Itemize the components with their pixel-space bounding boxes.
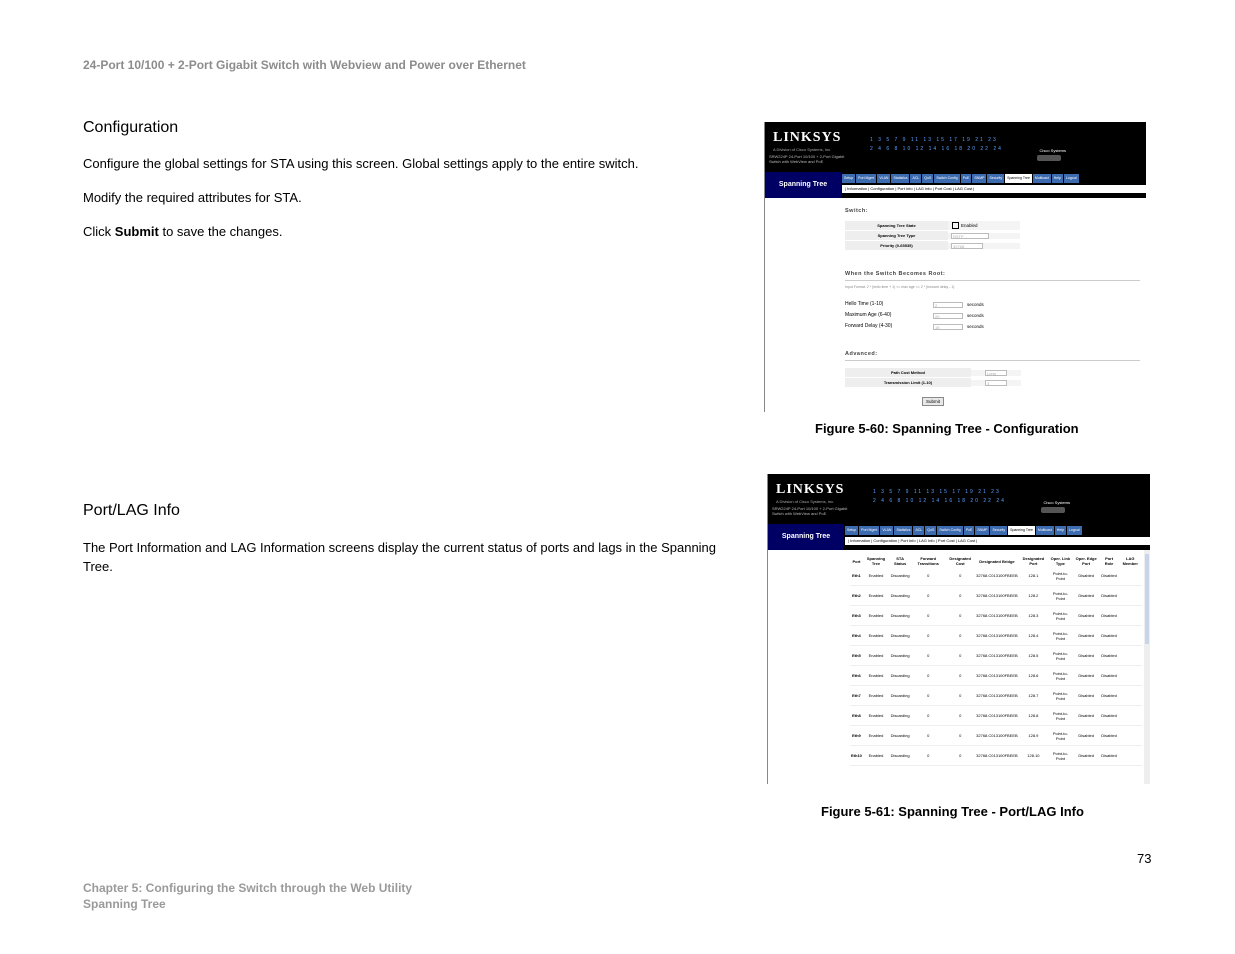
col-forward-transitions: Forward Transitions	[917, 556, 939, 566]
table-cell: 0	[911, 726, 945, 746]
table-cell: 0	[945, 666, 975, 686]
type-select[interactable]: RSTP	[951, 233, 989, 239]
priority-row	[845, 241, 1020, 250]
sub-navigation[interactable]: | Information | Configuration | Port Info | LAG Info | Port Cost | LAG Cost |	[842, 185, 1146, 193]
table-cell	[1119, 606, 1142, 626]
table-cell: Eth7	[850, 686, 863, 706]
portlag-heading: Port/LAG Info	[83, 502, 180, 519]
table-cell: 0	[911, 646, 945, 666]
section-title-2: Spanning Tree	[768, 524, 844, 550]
tab-security[interactable]: Security	[987, 174, 1004, 183]
table-cell: Disabled	[1100, 726, 1119, 746]
table-cell: Enabled	[863, 606, 889, 626]
table-cell: Eth5	[850, 646, 863, 666]
table-cell: 0	[945, 726, 975, 746]
txlimit-label: Transmission Limit (1-10)	[845, 378, 971, 387]
table-cell: Disabled	[1100, 666, 1119, 686]
tab-acl[interactable]: ACL	[910, 174, 921, 183]
figure-60-caption: Figure 5-60: Spanning Tree - Configuration	[815, 421, 1079, 436]
forward-delay-row	[845, 322, 1022, 331]
priority-label: Priority (0-65535)	[845, 241, 948, 250]
table-cell: Discarding	[889, 646, 911, 666]
table-cell: Eth1	[850, 566, 863, 586]
hello-time-row	[845, 300, 1022, 309]
ui-tab-bar-2	[768, 524, 1150, 550]
linksys-logo-2: LINKSYS	[776, 482, 845, 497]
cisco-systems-text: Cisco Systems	[1039, 148, 1066, 153]
table-cell: Disabled	[1100, 706, 1119, 726]
hello-label: Hello Time (1-10)	[845, 300, 933, 309]
table-cell: 0	[911, 566, 945, 586]
table-cell: 128.5	[1019, 646, 1048, 666]
table-row	[850, 706, 1142, 726]
table-row	[850, 746, 1142, 766]
table-row	[850, 586, 1142, 606]
table-cell: Discarding	[889, 586, 911, 606]
port-indicator-panel	[870, 136, 1003, 154]
table-cell: 32768.C013100FBEEB	[975, 706, 1019, 726]
maxage-input[interactable]: 20	[933, 313, 963, 319]
state-label: Spanning Tree State	[845, 221, 948, 230]
figure-61-caption: Figure 5-61: Spanning Tree - Port/LAG Info	[821, 804, 1084, 819]
table-cell: 32768.C013100FBEEB	[975, 586, 1019, 606]
cisco-systems-text-2: Cisco Systems	[1043, 500, 1070, 505]
tab-vlan[interactable]: VLAN	[877, 174, 890, 183]
tab-setup[interactable]: Setup	[845, 526, 858, 535]
table-cell: 32768.C013100FBEEB	[975, 666, 1019, 686]
table-cell: Disabled	[1100, 746, 1119, 766]
col-oper-link-type: Oper. Link Type	[1050, 556, 1071, 566]
table-cell: Discarding	[889, 626, 911, 646]
table-cell	[1119, 686, 1142, 706]
table-row	[850, 606, 1142, 626]
table-cell: 128.1	[1019, 566, 1048, 586]
txlimit-input[interactable]: 3	[985, 380, 1007, 386]
tab-port-mgmt[interactable]: Port Mgmt	[859, 526, 879, 535]
port-numbers-top-2: 1 3 5 7 9 11 13 15 17 19 21 23	[873, 489, 1001, 495]
table-cell: Disabled	[1073, 646, 1100, 666]
maxage-label: Maximum Age (6-40)	[845, 311, 933, 320]
table-cell: Eth8	[850, 706, 863, 726]
table-cell: 32768.C013100FBEEB	[975, 566, 1019, 586]
tab-help[interactable]: Help	[1052, 174, 1063, 183]
table-cell: Disabled	[1073, 706, 1100, 726]
table-cell: Discarding	[889, 606, 911, 626]
table-cell: 0	[911, 746, 945, 766]
col-designated-bridge: Designated Bridge	[979, 558, 1015, 564]
table-cell: Discarding	[889, 726, 911, 746]
table-cell: 32768.C013100FBEEB	[975, 606, 1019, 626]
table-cell: 0	[945, 746, 975, 766]
table-cell: Point-to-Point	[1048, 666, 1073, 686]
main-tabs-2	[845, 526, 1150, 535]
col-lag-member: LAG Member	[1122, 556, 1138, 566]
tab-security[interactable]: Security	[990, 526, 1007, 535]
ui-tab-bar	[765, 172, 1146, 198]
table-cell: Discarding	[889, 686, 911, 706]
table-cell: 128.8	[1019, 706, 1048, 726]
table-cell: Enabled	[863, 666, 889, 686]
table-cell: Eth2	[850, 586, 863, 606]
port-numbers-top: 1 3 5 7 9 11 13 15 17 19 21 23	[870, 137, 998, 143]
configuration-paragraph-2: Modify the required attributes for STA.	[83, 190, 302, 205]
switch-group-label: Switch:	[845, 208, 869, 214]
cisco-logo-icon-2	[1041, 507, 1065, 513]
path-cost-row	[845, 368, 1021, 377]
table-cell	[1119, 646, 1142, 666]
table-cell: 32768.C013100FBEEB	[975, 746, 1019, 766]
hello-seconds: seconds	[967, 300, 1022, 309]
table-cell: Enabled	[863, 566, 889, 586]
table-cell: Disabled	[1100, 686, 1119, 706]
table-cell: 0	[945, 586, 975, 606]
table-cell: Point-to-Point	[1048, 626, 1073, 646]
root-group-divider	[845, 280, 1140, 281]
tab-vlan[interactable]: VLAN	[880, 526, 893, 535]
table-cell	[1119, 626, 1142, 646]
table-cell: 0	[911, 686, 945, 706]
col-sta-status: STA Status	[894, 556, 907, 566]
table-cell: Disabled	[1073, 586, 1100, 606]
tab-qos[interactable]: QoS	[925, 526, 936, 535]
figure-60-screenshot	[764, 122, 1146, 412]
tab-spanning-tree[interactable]: Spanning Tree	[1005, 174, 1032, 183]
root-group-label: When the Switch Becomes Root:	[845, 271, 946, 277]
table-cell: 128.4	[1019, 626, 1048, 646]
table-cell: Point-to-Point	[1048, 646, 1073, 666]
tab-help[interactable]: Help	[1055, 526, 1066, 535]
table-cell: Disabled	[1073, 566, 1100, 586]
table-row	[850, 566, 1142, 586]
tab-logout[interactable]: Logout	[1067, 526, 1082, 535]
config-form	[845, 198, 1140, 412]
tab-snmp[interactable]: SNMP	[972, 174, 986, 183]
tab-multicast[interactable]: Multicast	[1033, 174, 1051, 183]
table-cell: Disabled	[1073, 726, 1100, 746]
table-cell: Enabled	[863, 626, 889, 646]
port-info-table	[850, 556, 1142, 766]
table-cell: 0	[945, 566, 975, 586]
pathcost-select[interactable]: Long	[985, 370, 1007, 376]
table-cell: Disabled	[1100, 566, 1119, 586]
table-cell: Disabled	[1073, 746, 1100, 766]
p3-pre: Click	[83, 224, 115, 239]
p3-submit-bold: Submit	[114, 224, 159, 239]
advanced-group-label: Advanced:	[845, 351, 878, 357]
configuration-paragraph-1: Configure the global settings for STA using this screen. Global settings apply to the entire switch.	[83, 156, 639, 171]
table-cell: Eth6	[850, 666, 863, 686]
table-cell: 128.3	[1019, 606, 1048, 626]
table-cell: Enabled	[863, 646, 889, 666]
linksys-logo-subtitle: A Division of Cisco Systems, Inc.	[773, 147, 832, 152]
p3-post: to save the changes.	[158, 224, 283, 239]
table-cell: 128.9	[1019, 726, 1048, 746]
hello-input[interactable]: 2	[933, 302, 963, 308]
table-cell: Discarding	[889, 706, 911, 726]
pathcost-label: Path Cost Method	[845, 368, 971, 377]
configuration-paragraph-3	[83, 222, 748, 241]
table-row	[850, 646, 1142, 666]
transmission-limit-row	[845, 378, 1021, 387]
table-cell	[1119, 706, 1142, 726]
page-number: 73	[1137, 851, 1152, 866]
table-cell: 0	[911, 626, 945, 646]
spanning-tree-state-row	[845, 221, 1020, 230]
table-cell: 32768.C013100FBEEB	[975, 626, 1019, 646]
tab-poe[interactable]: PoE	[964, 526, 975, 535]
table-cell: Disabled	[1100, 606, 1119, 626]
table-cell: 128.10	[1019, 746, 1048, 766]
ui-top-banner-2	[768, 474, 1150, 524]
linksys-logo: LINKSYS	[773, 130, 842, 145]
left-column-2	[768, 550, 844, 784]
port-numbers-bottom: 2 4 6 8 10 12 14 16 18 20 22 24	[870, 146, 1003, 152]
tab-switch-config[interactable]: Switch Config	[937, 526, 962, 535]
table-cell	[1119, 566, 1142, 586]
table-cell: Point-to-Point	[1048, 746, 1073, 766]
table-cell: Point-to-Point	[1048, 586, 1073, 606]
tab-switch-config[interactable]: Switch Config	[934, 174, 959, 183]
port-info-content	[848, 550, 1142, 784]
table-cell: 0	[911, 586, 945, 606]
main-tabs	[842, 174, 1146, 183]
portlag-paragraph-1: The Port Information and LAG Information screens display the current status of ports and lags in the Spanning Tree.	[83, 540, 717, 574]
linksys-logo-subtitle-2: A Division of Cisco Systems, Inc.	[776, 499, 835, 504]
figure-61-screenshot	[767, 474, 1150, 784]
type-label: Spanning Tree Type	[845, 231, 948, 240]
col-port: Port	[852, 558, 861, 564]
table-cell: Discarding	[889, 566, 911, 586]
table-cell: Disabled	[1073, 606, 1100, 626]
cisco-logo-icon	[1037, 155, 1061, 161]
page-header-title: 24-Port 10/100 + 2-Port Gigabit Switch with Webview and Power over Ethernet	[83, 58, 526, 72]
spanning-tree-type-row	[845, 231, 1020, 240]
table-row	[850, 726, 1142, 746]
table-cell: Point-to-Point	[1048, 566, 1073, 586]
priority-input[interactable]: 32768	[951, 243, 983, 249]
table-cell: 32768.C013100FBEEB	[975, 646, 1019, 666]
table-row	[850, 626, 1142, 646]
table-cell	[1119, 586, 1142, 606]
tab-poe[interactable]: PoE	[961, 174, 972, 183]
table-cell: Enabled	[863, 726, 889, 746]
enabled-checkbox[interactable]	[952, 222, 959, 229]
table-cell: Point-to-Point	[1048, 606, 1073, 626]
tab-statistics[interactable]: Statistics	[891, 174, 909, 183]
tab-logout[interactable]: Logout	[1064, 174, 1079, 183]
table-cell: 128.2	[1019, 586, 1048, 606]
table-cell: 128.7	[1019, 686, 1048, 706]
enabled-label: Enabled	[961, 223, 978, 228]
table-cell	[1119, 666, 1142, 686]
table-cell: 0	[945, 686, 975, 706]
max-age-row	[845, 311, 1022, 320]
table-cell: 128.6	[1019, 666, 1048, 686]
table-cell: 0	[911, 706, 945, 726]
table-cell	[1119, 726, 1142, 746]
vertical-scrollbar[interactable]	[1144, 550, 1150, 784]
table-cell: Eth3	[850, 606, 863, 626]
table-cell: Disabled	[1100, 626, 1119, 646]
table-cell: 32768.C013100FBEEB	[975, 726, 1019, 746]
col-designated-port: Designated Port	[1022, 556, 1045, 566]
submit-button[interactable]: Submit	[922, 397, 944, 406]
fwd-label: Forward Delay (4-30)	[845, 322, 933, 331]
table-cell: 0	[945, 706, 975, 726]
table-cell: 0	[945, 606, 975, 626]
port-indicator-panel-2	[873, 488, 1006, 506]
port-numbers-bottom-2: 2 4 6 8 10 12 14 16 18 20 22 24	[873, 498, 1006, 504]
sub-navigation-2[interactable]: | Information | Configuration | Port Info | LAG Info | Port Cost | LAG Cost |	[845, 537, 1150, 545]
table-cell: Disabled	[1073, 666, 1100, 686]
advanced-divider	[845, 360, 1140, 361]
root-input-format-note: Input Format: 2 * (hello time + 1) <= max age <= 2 * (forward delay - 1)	[845, 285, 955, 289]
port-info-table-body	[850, 566, 1142, 766]
footer-chapter: Chapter 5: Configuring the Switch through the Web Utility	[83, 881, 413, 895]
fwd-seconds: seconds	[967, 322, 1022, 331]
tab-port-mgmt[interactable]: Port Mgmt	[856, 174, 876, 183]
scrollbar-thumb[interactable]	[1145, 554, 1149, 644]
table-cell: Disabled	[1073, 686, 1100, 706]
ui-top-banner	[765, 122, 1146, 172]
model-text-2: SRW224P 24-Port 10/100 + 2-Port Gigabit Switch with WebView and PoE	[772, 506, 848, 516]
model-text: SRW224P 24-Port 10/100 + 2-Port Gigabit Switch with WebView and PoE	[769, 154, 845, 164]
table-cell	[1119, 746, 1142, 766]
col-designated-cost: Designated Cost	[949, 556, 971, 566]
table-cell: Enabled	[863, 686, 889, 706]
table-cell: Point-to-Point	[1048, 706, 1073, 726]
table-cell: Eth9	[850, 726, 863, 746]
tab-multicast[interactable]: Multicast	[1036, 526, 1054, 535]
footer-section: Spanning Tree	[83, 897, 166, 911]
table-cell: Disabled	[1100, 646, 1119, 666]
table-cell: 0	[945, 646, 975, 666]
table-cell: 32768.C013100FBEEB	[975, 686, 1019, 706]
table-cell: Discarding	[889, 746, 911, 766]
table-cell: Eth4	[850, 626, 863, 646]
col-oper-edge-port: Oper. Edge Port	[1075, 556, 1097, 566]
table-cell: Discarding	[889, 666, 911, 686]
fwd-input[interactable]: 15	[933, 324, 963, 330]
table-row	[850, 666, 1142, 686]
tab-snmp[interactable]: SNMP	[975, 526, 989, 535]
configuration-heading: Configuration	[83, 119, 179, 136]
table-cell: Point-to-Point	[1048, 726, 1073, 746]
col-port-role: Port Role	[1104, 556, 1114, 566]
table-cell: 0	[911, 606, 945, 626]
tab-qos[interactable]: QoS	[922, 174, 933, 183]
table-cell: 0	[911, 666, 945, 686]
section-title: Spanning Tree	[765, 172, 841, 198]
tab-statistics[interactable]: Statistics	[894, 526, 912, 535]
table-cell: Enabled	[863, 586, 889, 606]
tab-spanning-tree[interactable]: Spanning Tree	[1008, 526, 1035, 535]
tab-setup[interactable]: Setup	[842, 174, 855, 183]
table-cell: Disabled	[1073, 626, 1100, 646]
table-cell: Enabled	[863, 706, 889, 726]
table-header-row	[850, 556, 1142, 566]
table-cell: 0	[945, 626, 975, 646]
left-column	[765, 198, 841, 412]
table-cell: Disabled	[1100, 586, 1119, 606]
table-cell: Eth10	[850, 746, 863, 766]
table-cell: Enabled	[863, 746, 889, 766]
table-row	[850, 686, 1142, 706]
tab-acl[interactable]: ACL	[913, 526, 924, 535]
table-cell: Point-to-Point	[1048, 686, 1073, 706]
maxage-seconds: seconds	[967, 311, 1022, 320]
col-spanning-tree: Spanning Tree	[866, 556, 886, 566]
